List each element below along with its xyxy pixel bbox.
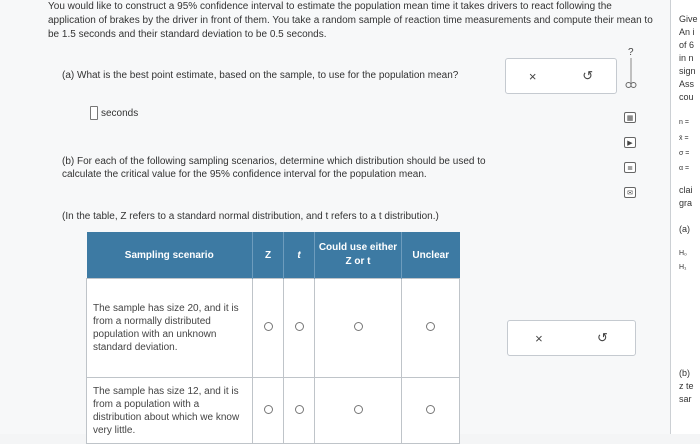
tool-bar <box>620 112 640 212</box>
right-line: (a) <box>679 224 690 234</box>
part-a-answer-row <box>90 106 138 120</box>
right-line: gra <box>679 198 693 208</box>
clear-button[interactable]: × <box>535 330 543 346</box>
table-note: (In the table, Z refers to a standard normal distribution, and t refers to a t distribution.) <box>62 211 439 222</box>
radio-either[interactable] <box>354 322 363 331</box>
table-row <box>87 279 460 378</box>
right-line: in n <box>679 53 694 63</box>
right-line: α = <box>679 165 690 172</box>
right-line: x̄ = <box>679 135 689 142</box>
problem-statement: You would like to construct a 95% confidence interval to estimate the population mean time it takes drivers to react following the application of brakes by the driver in front of them. You take a random sample of reaction time measurements and compute their mean to be 1.5 seconds and their standard deviation to be 0.5 seconds. <box>48 1 653 40</box>
row1-t-cell <box>284 279 315 378</box>
right-line: An i <box>679 27 695 37</box>
row1-unclear-cell <box>402 279 460 378</box>
scenario-text: The sample has size 20, and it is from a normally distributed population with an unknown standard deviation. <box>87 279 253 378</box>
right-line: Ass <box>679 79 695 89</box>
right-line: (b) <box>679 368 690 378</box>
next-question-panel <box>670 0 700 434</box>
point-estimate-input[interactable] <box>90 106 98 120</box>
right-line: of 6 <box>679 40 695 50</box>
help-icon: ? <box>628 47 634 58</box>
radio-t[interactable] <box>295 322 304 331</box>
header-scenario: Sampling scenario <box>87 232 253 279</box>
right-line: cou <box>679 92 694 102</box>
play-icon[interactable]: ▶ <box>624 137 636 148</box>
part-b-question: (b) For each of the following sampling scenarios, determine which distribution should be used to calculate the critical value for the 95% confidence interval for the population mean. <box>62 156 486 180</box>
right-line: clai <box>679 185 693 195</box>
radio-unclear[interactable] <box>426 405 435 414</box>
header-t: t <box>284 232 315 279</box>
right-line: Give <box>679 14 698 24</box>
data-icon[interactable]: ≣ <box>624 162 636 173</box>
header-z: Z <box>253 232 284 279</box>
unit-label: seconds <box>101 107 139 119</box>
row1-either-cell <box>315 279 402 378</box>
answer-action-box-a <box>505 58 617 94</box>
distribution-table <box>86 232 460 444</box>
mail-icon[interactable]: ✉ <box>624 187 636 198</box>
undo-button[interactable]: ↺ <box>582 68 594 83</box>
header-unclear: Unclear <box>402 232 460 279</box>
radio-z[interactable] <box>264 322 273 331</box>
scenario-text: The sample has size 12, and it is from a population with a distribution about which we know very little. <box>87 378 253 444</box>
radio-unclear[interactable] <box>426 322 435 331</box>
right-line: sign <box>679 66 696 76</box>
undo-button[interactable]: ↺ <box>596 330 608 345</box>
clear-button[interactable]: × <box>528 68 537 84</box>
calculator-icon[interactable]: ▦ <box>624 112 636 123</box>
radio-z[interactable] <box>264 405 273 414</box>
right-line: H₁ <box>679 264 687 271</box>
answer-action-box-b <box>507 320 636 356</box>
right-line: σ = <box>679 150 690 157</box>
radio-either[interactable] <box>354 405 363 414</box>
row1-z-cell <box>253 279 284 378</box>
right-line: n = <box>679 119 689 126</box>
right-line: H₀ <box>679 250 687 257</box>
help-slider[interactable] <box>625 45 637 89</box>
part-a-question: (a) What is the best point estimate, based on the sample, to use for the population mean? <box>62 70 459 81</box>
right-line: z te <box>679 381 694 391</box>
header-either: Could use either Z or t <box>315 232 402 279</box>
radio-t[interactable] <box>295 405 304 414</box>
right-line: sar <box>679 394 692 404</box>
